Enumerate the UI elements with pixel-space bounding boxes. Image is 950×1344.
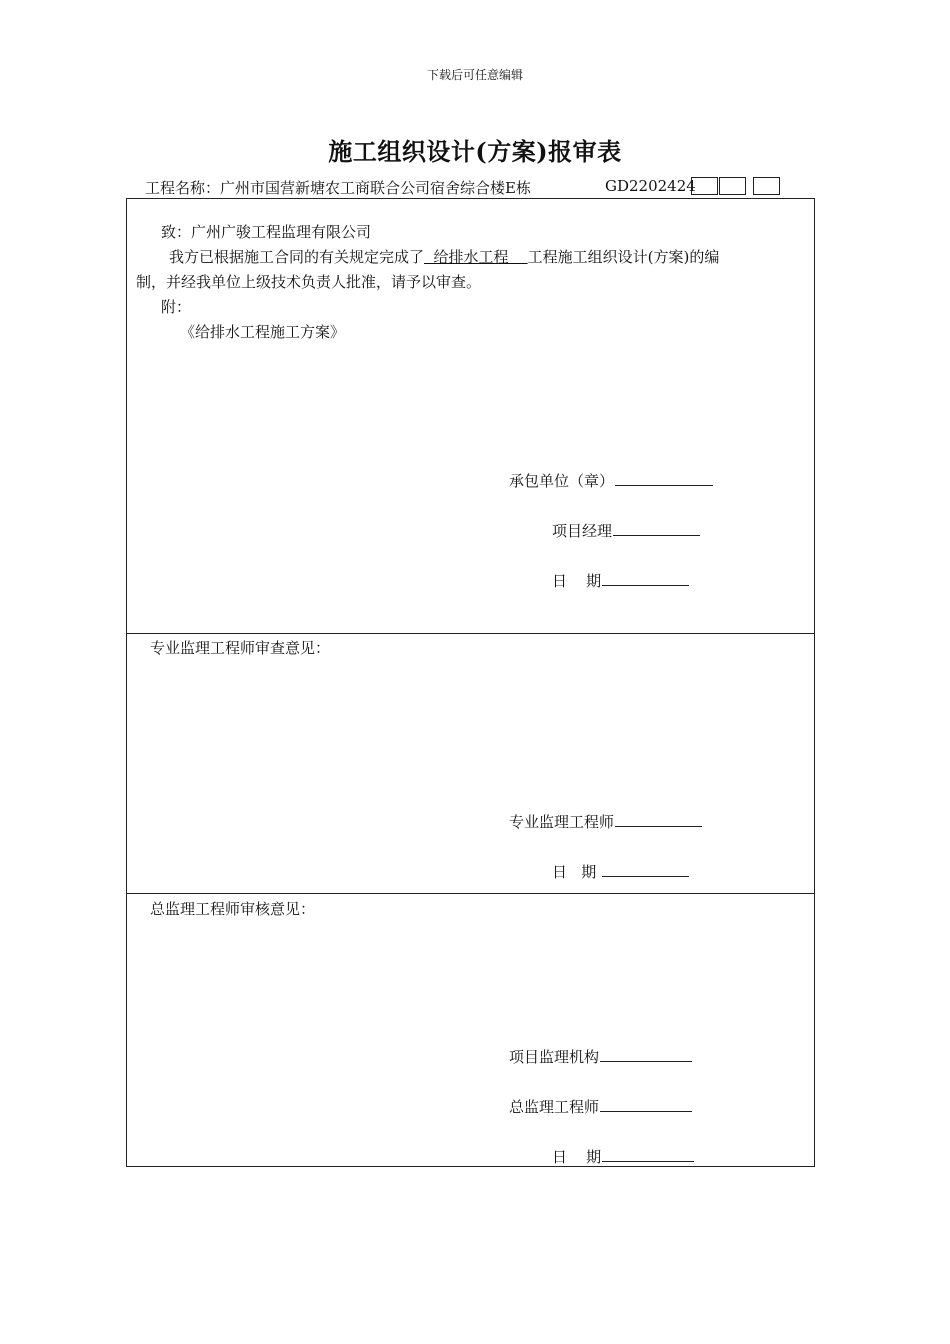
pm-line[interactable] (613, 521, 700, 536)
date-2: 日 期 (552, 861, 689, 882)
pm-signature: 项目经理 (552, 520, 700, 541)
code-box-2[interactable] (719, 177, 746, 195)
section-divider-2 (126, 893, 815, 894)
code-box-3[interactable] (753, 177, 780, 195)
specialist-line[interactable] (615, 812, 702, 827)
date-2-line[interactable] (602, 862, 689, 877)
attachment-item: 《给排水工程施工方案》 (180, 323, 346, 341)
contractor-signature: 承包单位（章） (509, 470, 713, 491)
submission-statement: 我方已根据施工合同的有关规定完成了 给排水工程 工程施工组织设计(方案)的编 (169, 248, 720, 266)
chief-signature: 总监理工程师 (509, 1096, 692, 1117)
chief-review-heading: 总监理工程师审核意见： (150, 900, 316, 918)
project-name: 广州市国营新塘农工商联合公司宿舍综合楼E栋 (220, 179, 531, 197)
date-1: 日 期 (552, 570, 689, 591)
code-box-1[interactable] (691, 177, 718, 195)
date-3-line[interactable] (602, 1147, 694, 1162)
date-3: 日 期 (552, 1146, 694, 1167)
attachment-label: 附： (161, 298, 192, 316)
org-signature: 项目监理机构 (509, 1046, 692, 1067)
project-code: GD2202424 (605, 177, 696, 195)
chief-line[interactable] (600, 1097, 692, 1112)
submission-statement-cont: 制，并经我单位上级技术负责人批准，请予以审查。 (136, 273, 482, 291)
project-label: 工程名称： (145, 179, 221, 197)
specialist-review-heading: 专业监理工程师审查意见： (150, 639, 331, 657)
project-name-row (145, 177, 531, 198)
addressee: 致：广州广骏工程监理有限公司 (161, 223, 372, 241)
org-line[interactable] (600, 1047, 692, 1062)
specialist-signature: 专业监理工程师 (509, 811, 702, 832)
page-title: 施工组织设计(方案)报审表 (328, 137, 622, 166)
section-divider-1 (126, 633, 815, 634)
review-form (126, 198, 815, 1167)
contractor-line[interactable] (615, 471, 713, 486)
project-scope: 给排水工程 (424, 248, 528, 266)
date-1-line[interactable] (602, 571, 689, 586)
header-note: 下载后可任意编辑 (426, 68, 523, 82)
